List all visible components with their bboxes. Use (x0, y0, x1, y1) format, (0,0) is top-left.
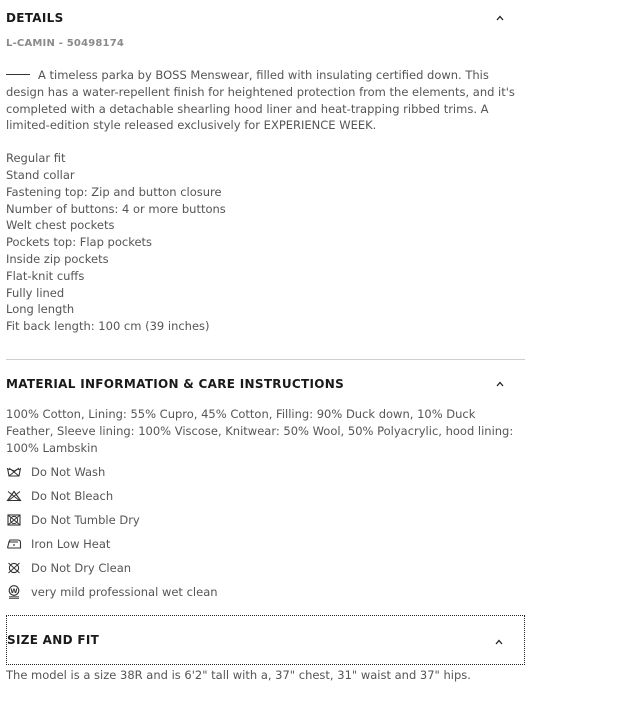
feature-item: Welt chest pockets (6, 218, 115, 233)
care-item (6, 484, 525, 508)
material-composition: 100% Cotton, Lining: 55% Cupro, 45% Cotton, Filling: 90% Duck down, 10% Duck Feather, Sleeve lining: 100% Viscose, Knitwear: 50% Wool, 50% Polyacrylic, hood lining: 100% Lambskin (6, 406, 514, 455)
feature-item: Flat-knit cuffs (6, 268, 85, 283)
details-header[interactable] (6, 0, 525, 36)
care-label: Do Not Tumble Dry (31, 513, 140, 528)
section-divider (6, 359, 525, 360)
care-item (6, 532, 525, 556)
product-description (6, 67, 525, 134)
feature-list (6, 150, 525, 335)
material-header[interactable] (6, 366, 525, 402)
feature-item: Regular fit (6, 151, 66, 166)
feature-item: Long length (6, 302, 75, 317)
do-not-tumble-dry-icon (6, 513, 22, 527)
do-not-wash-icon (6, 465, 22, 479)
care-label: Do Not Wash (31, 465, 106, 480)
do-not-dry-clean-icon (6, 561, 22, 575)
svg-text:W: W (10, 587, 18, 596)
care-item (6, 556, 525, 580)
feature-item: Pockets top: Flap pockets (6, 235, 153, 250)
chevron-up-icon[interactable] (495, 379, 505, 389)
care-item (6, 508, 525, 532)
material-title: MATERIAL INFORMATION & CARE INSTRUCTIONS (6, 376, 345, 391)
feature-item: Fit back length: 100 cm (39 inches) (6, 319, 210, 334)
dash-decoration (6, 74, 30, 75)
size-fit-title: SIZE AND FIT (7, 633, 100, 648)
care-label: Do Not Bleach (31, 489, 114, 504)
care-item (6, 580, 525, 604)
feature-item: Inside zip pockets (6, 251, 109, 266)
care-instructions-list (6, 460, 525, 604)
size-fit-text: The model is a size 38R and is 6'2" tall with a, 37" chest, 31" waist and 37" hips. (6, 668, 471, 683)
care-item (6, 460, 525, 484)
iron-low-heat-icon (6, 537, 22, 551)
feature-item: Stand collar (6, 167, 75, 182)
care-label: Do Not Dry Clean (31, 561, 132, 576)
do-not-bleach-icon (6, 489, 22, 503)
feature-item: Number of buttons: 4 or more buttons (6, 201, 226, 216)
feature-item: Fastening top: Zip and button closure (6, 184, 222, 199)
care-label: very mild professional wet clean (31, 585, 218, 600)
product-sku: L-CAMIN - 50498174 (6, 38, 125, 49)
description-text: A timeless parka by BOSS Menswear, filled with insulating certified down. This design has a water-repellent finish for heightened protection from the elements, and it's completed with a detachable shearling hood liner and heat-trapping ribbed trims. A limited-edition style released exclusively for EXPERIENCE WEEK. (6, 68, 515, 133)
feature-item: Fully lined (6, 285, 65, 300)
chevron-up-icon[interactable] (494, 637, 504, 647)
product-info-accordion (6, 0, 525, 683)
size-fit-header[interactable] (6, 615, 525, 665)
care-label: Iron Low Heat (31, 537, 111, 552)
details-title: DETAILS (6, 11, 64, 25)
mild-wet-clean-icon (6, 585, 22, 599)
chevron-up-icon[interactable] (495, 13, 505, 23)
